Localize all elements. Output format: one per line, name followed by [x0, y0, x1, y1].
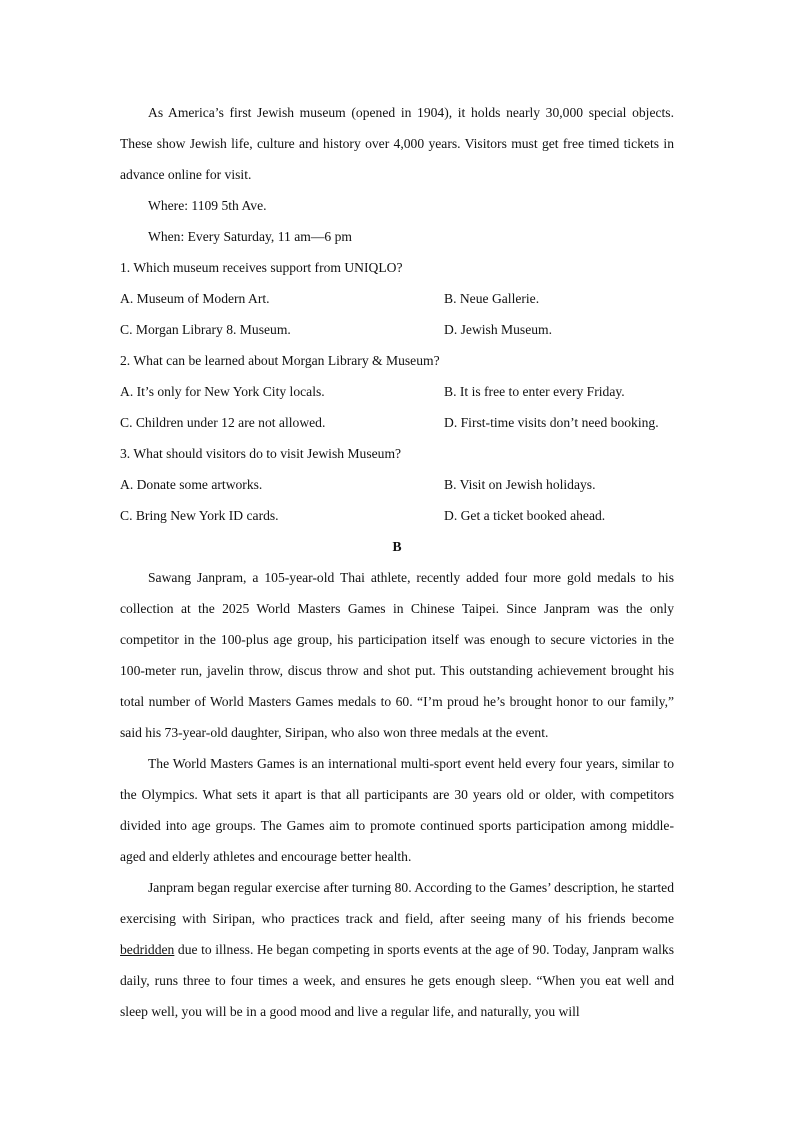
question-stem: 3. What should visitors do to visit Jewish Museum? [120, 446, 402, 461]
question-2 [120, 345, 674, 438]
option-d: D. Jewish Museum. [444, 322, 552, 337]
options-row [120, 376, 674, 407]
paragraph-text: due to illness. He began competing in sports events at the age of 90. Today, Janpram walks daily, runs three to four times a week, and ensures he gets enough sleep. “When you eat well and sleep well, you will be in a good mood and live a regular life, and naturally, you will [120, 942, 674, 1019]
question-stem: 2. What can be learned about Morgan Library & Museum? [120, 353, 440, 368]
section-b-heading: B [392, 539, 402, 554]
question-stem: 1. Which museum receives support from UNIQLO? [120, 260, 403, 275]
option-a: A. Museum of Modern Art. [120, 291, 270, 306]
paragraph-text: Janpram began regular exercise after turning 80. According to the Games’ description, he started exercising with Siripan, who practices track and field, after seeing many of his friends become [120, 880, 674, 926]
option-c: C. Bring New York ID cards. [120, 508, 279, 523]
options-row [120, 407, 674, 438]
section-b-paragraph-3 [120, 872, 674, 1027]
passage-a-where: Where: 1109 5th Ave. [148, 198, 267, 213]
option-b: B. Visit on Jewish holidays. [444, 477, 596, 492]
page-content [120, 97, 674, 1027]
passage-a-when: When: Every Saturday, 11 am—6 pm [148, 229, 352, 244]
option-b: B. It is free to enter every Friday. [444, 384, 625, 399]
question-1 [120, 252, 674, 345]
options-row [120, 283, 674, 314]
options-row [120, 314, 674, 345]
option-d: D. Get a ticket booked ahead. [444, 508, 606, 523]
option-c: C. Morgan Library 8. Museum. [120, 322, 291, 337]
underlined-word: bedridden [120, 942, 175, 957]
option-d: D. First-time visits don’t need booking. [444, 415, 659, 430]
option-c: C. Children under 12 are not allowed. [120, 415, 326, 430]
section-b-paragraph-2: The World Masters Games is an international multi-sport event held every four years, similar to the Olympics. What sets it apart is that all participants are 30 years old or older, with competitors divided into age groups. The Games aim to promote continued sports participation among middle-aged and elderly athletes and encourage better health. [120, 756, 674, 864]
option-a: A. It’s only for New York City locals. [120, 384, 325, 399]
options-row [120, 469, 674, 500]
question-3 [120, 438, 674, 531]
passage-a-intro: As America’s first Jewish museum (opened in 1904), it holds nearly 30,000 special objects. These show Jewish life, culture and history over 4,000 years. Visitors must get free timed tickets in advance online for visit. [120, 105, 674, 182]
option-b: B. Neue Gallerie. [444, 291, 540, 306]
section-b-paragraph-1: Sawang Janpram, a 105-year-old Thai athlete, recently added four more gold medals to his collection at the 2025 World Masters Games in Chinese Taipei. Since Janpram was the only competitor in the 100-plus age group, his participation itself was enough to secure victories in the 100-meter run, javelin throw, discus throw and shot put. This outstanding achievement brought his total number of World Masters Games medals to 60. “I’m proud he’s brought honor to our family,” said his 73-year-old daughter, Siripan, who also won three medals at the event. [120, 570, 674, 740]
option-a: A. Donate some artworks. [120, 477, 263, 492]
options-row [120, 500, 674, 531]
